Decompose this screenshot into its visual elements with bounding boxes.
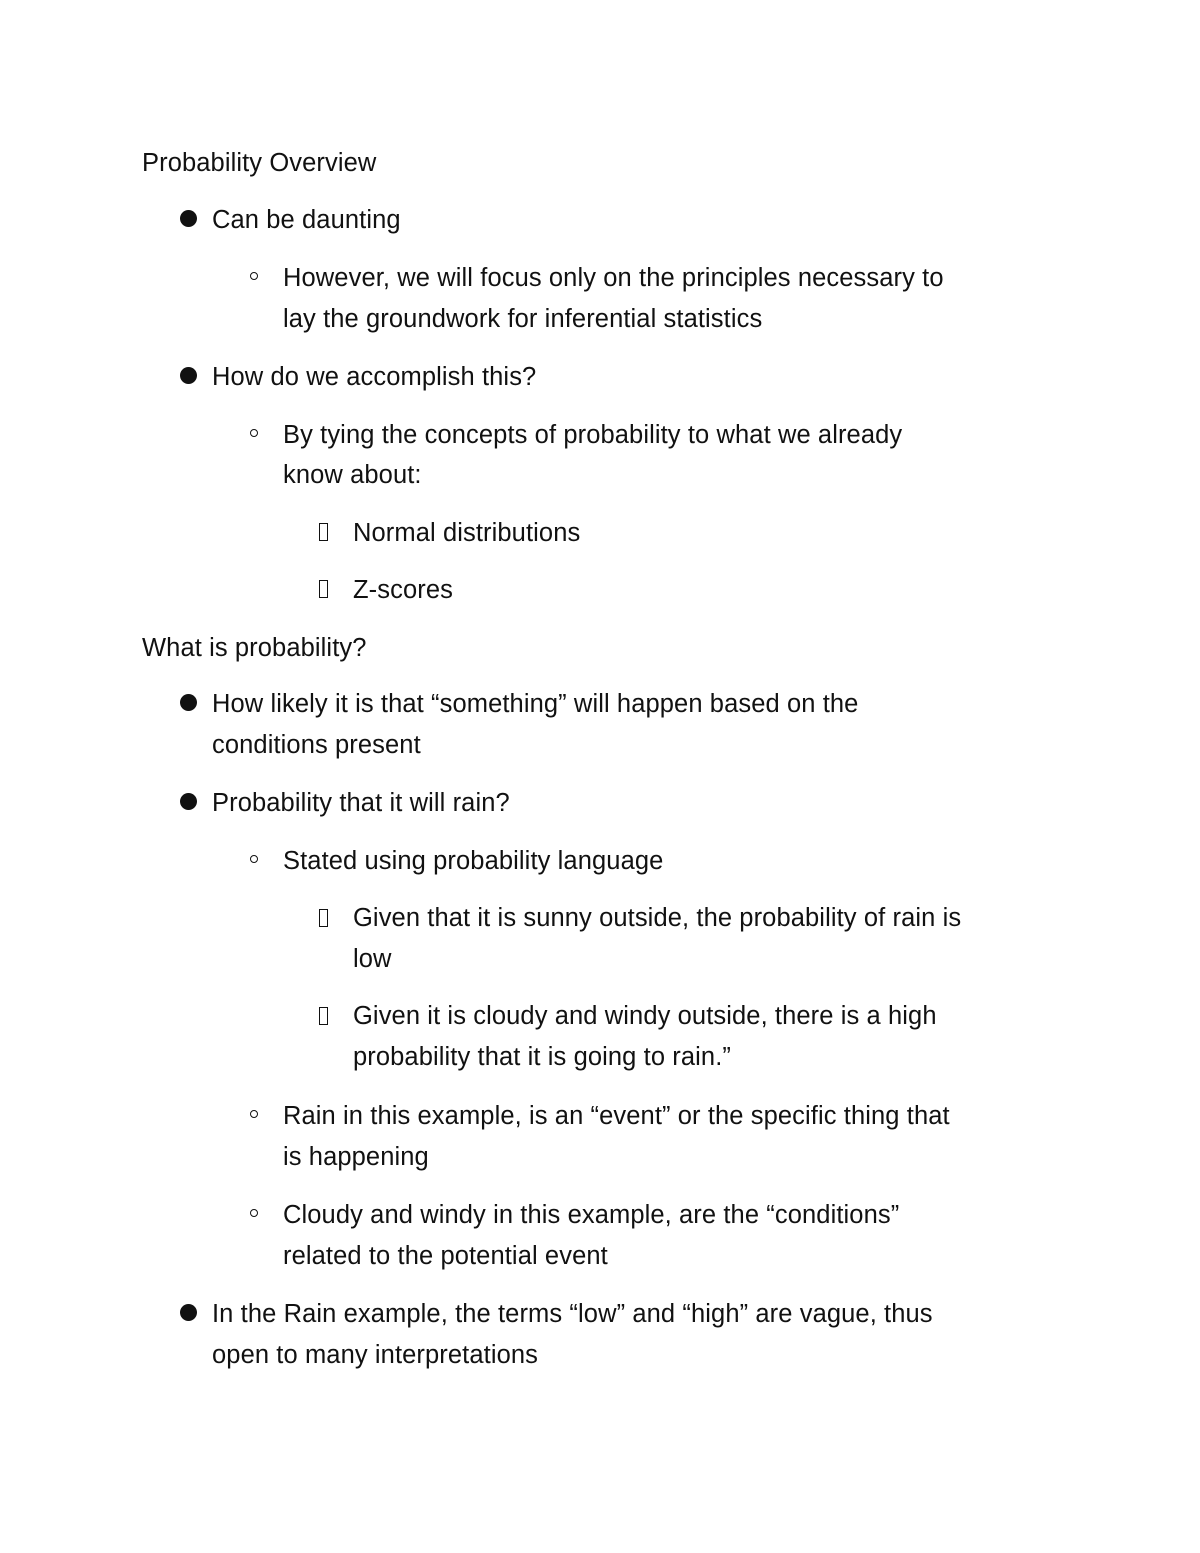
bullet-icon: [180, 210, 197, 227]
list-item-can-be-daunting: Can be daunting: [212, 206, 401, 234]
sub-sub-item-z-scores: Z-scores: [353, 576, 453, 604]
sub-item-line: Cloudy and windy in this example, are the “conditions”: [283, 1201, 900, 1229]
bullet-icon: [180, 793, 197, 810]
sub-sub-item-line: low: [353, 945, 392, 973]
sub-bullet-icon: [250, 429, 258, 437]
list-item-rain: Probability that it will rain?: [212, 789, 510, 817]
sub-bullet-icon: [250, 1209, 258, 1217]
sub-sub-item-normal-distributions: Normal distributions: [353, 519, 581, 547]
missing-glyph-bullet-icon: [319, 580, 328, 598]
missing-glyph-bullet-icon: [319, 909, 328, 927]
sub-bullet-icon: [250, 272, 258, 280]
bullet-icon: [180, 367, 197, 384]
sub-item-line: is happening: [283, 1143, 429, 1171]
sub-bullet-icon: [250, 1110, 258, 1118]
list-item-how-accomplish: How do we accomplish this?: [212, 363, 537, 391]
missing-glyph-bullet-icon: [319, 1007, 328, 1025]
sub-item-line: Rain in this example, is an “event” or the specific thing that: [283, 1102, 950, 1130]
bullet-icon: [180, 1304, 197, 1321]
sub-bullet-icon: [250, 855, 258, 863]
list-item-line: open to many interpretations: [212, 1341, 538, 1369]
sub-item-line: lay the groundwork for inferential statistics: [283, 305, 763, 333]
sub-item-line: know about:: [283, 461, 422, 489]
sub-item-line: related to the potential event: [283, 1242, 608, 1270]
sub-item-line: However, we will focus only on the principles necessary to: [283, 264, 944, 292]
sub-sub-item-line: Given that it is sunny outside, the probability of rain is: [353, 904, 962, 932]
missing-glyph-bullet-icon: [319, 523, 328, 541]
list-item-line: How likely it is that “something” will happen based on the: [212, 690, 859, 718]
section-heading-probability-overview: Probability Overview: [142, 149, 377, 177]
sub-sub-item-line: Given it is cloudy and windy outside, there is a high: [353, 1002, 937, 1030]
sub-sub-item-line: probability that it is going to rain.”: [353, 1043, 731, 1071]
list-item-line: conditions present: [212, 731, 421, 759]
sub-item-line: By tying the concepts of probability to what we already: [283, 421, 903, 449]
section-heading-what-is-probability: What is probability?: [142, 634, 367, 662]
sub-item-stated-language: Stated using probability language: [283, 847, 664, 875]
bullet-icon: [180, 694, 197, 711]
list-item-line: In the Rain example, the terms “low” and “high” are vague, thus: [212, 1300, 933, 1328]
